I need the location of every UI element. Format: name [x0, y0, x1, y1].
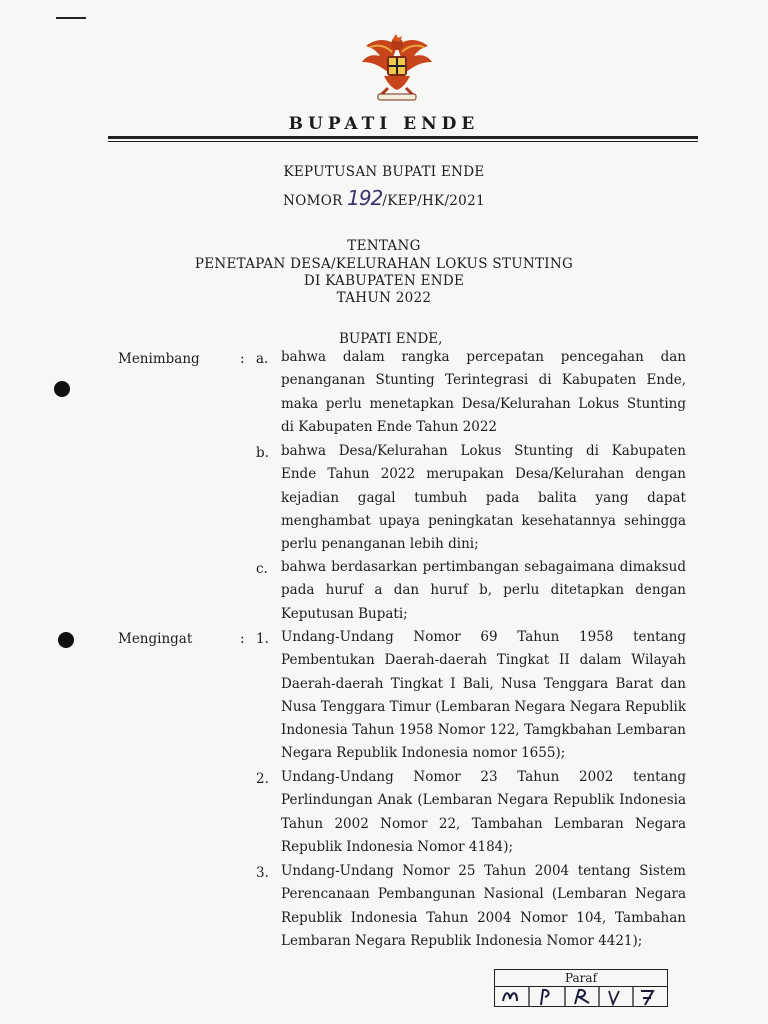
menimbang-label: Menimbang	[118, 351, 200, 367]
mengingat-item-2	[281, 766, 686, 859]
text-line: di Kabupaten Ende Tahun 2022	[281, 418, 498, 435]
text-line: Lembaran Negara Republik Indonesia Nomor 4421);	[281, 932, 643, 949]
text-line: perlu penanganan lebih dini;	[281, 536, 479, 553]
mengingat-label: Mengingat	[118, 631, 193, 647]
mengingat-item-1	[281, 626, 686, 766]
decree-number	[0, 186, 768, 210]
menimbang-item-c	[281, 556, 686, 626]
punch-hole-icon	[58, 632, 74, 648]
text-line: pada huruf a dan huruf b, perlu ditetapkan dengan	[281, 582, 686, 599]
text-line: Nusa Tenggara Timur (Lembaran Negara Negara Republik	[281, 698, 686, 715]
paraf-label: Paraf	[564, 971, 598, 985]
text-line: Undang-Undang Nomor 25 Tahun 2004 tentang Sistem	[281, 863, 686, 879]
text-line: Ende Tahun 2022 merupakan Desa/Kelurahan dengan	[281, 466, 686, 483]
subject-line-2: DI KABUPATEN ENDE	[303, 273, 465, 289]
text-line: bahwa berdasarkan pertimbangan sebagaimana dimaksud	[281, 559, 686, 575]
menimbang-item-a	[281, 346, 686, 439]
office-title: BUPATI ENDE	[288, 114, 480, 134]
text-line: kejadian gagal tumbuh pada balita yang dapat	[281, 489, 686, 506]
text-line: maka perlu menetapkan Desa/Kelurahan Lokus Stunting	[281, 395, 686, 412]
subject-about: TENTANG	[347, 238, 421, 254]
decree-number-prefix: NOMOR	[283, 193, 343, 209]
mengingat-marker-2: 2.	[256, 771, 269, 787]
text-line: Republik Indonesia Tahun 2004 Nomor 104, Tambahan	[281, 909, 686, 926]
subject-line-3: TAHUN 2022	[336, 290, 432, 306]
text-line: Negara Republik Indonesia nomor 1655);	[281, 745, 566, 762]
text-line: Indonesia Tahun 1958 Nomor 122, Tamgkbahan Lembaran	[281, 722, 686, 739]
text-line: penanganan Stunting Terintegrasi di Kabupaten Ende,	[281, 372, 686, 389]
mengingat-marker-1: 1.	[256, 631, 269, 647]
mengingat-colon: :	[240, 631, 245, 647]
text-line: bahwa dalam rangka percepatan pencegahan dan	[281, 349, 686, 365]
paraf-initials-signature	[495, 987, 667, 1006]
corner-dash	[56, 17, 86, 19]
text-line: Undang-Undang Nomor 69 Tahun 1958 tentang	[281, 629, 686, 645]
decree-title: KEPUTUSAN BUPATI ENDE	[283, 164, 485, 180]
text-line: Daerah-daerah Tingkat I Bali, Nusa Tenggara Barat dan	[281, 675, 686, 692]
text-line: bahwa Desa/Kelurahan Lokus Stunting di Kabupaten	[281, 443, 686, 459]
garuda-emblem-icon	[358, 32, 436, 104]
text-line: menghambat upaya peningkatan kesehatannya sehingga	[281, 512, 686, 529]
text-line: Pembentukan Daerah-daerah Tingkat II dalam Wilayah	[281, 652, 686, 669]
menimbang-marker-a: a.	[256, 351, 269, 367]
issuer-heading: BUPATI ENDE,	[339, 331, 443, 347]
mengingat-marker-3: 3.	[256, 865, 269, 881]
decree-number-handwritten: 192	[347, 186, 383, 210]
text-line: Keputusan Bupati;	[281, 605, 408, 622]
header-rule-thin	[108, 141, 698, 142]
text-line: Perencanaan Pembangunan Nasional (Lembaran Negara	[281, 886, 686, 903]
menimbang-item-b	[281, 440, 686, 556]
menimbang-marker-b: b.	[256, 445, 269, 461]
text-line: Undang-Undang Nomor 23 Tahun 2002 tentang	[281, 769, 686, 785]
text-line: Republik Indonesia Nomor 4184);	[281, 838, 514, 855]
menimbang-colon: :	[240, 351, 245, 367]
menimbang-marker-c: c.	[256, 561, 268, 577]
paraf-box	[494, 969, 668, 1007]
decree-number-suffix: /KEP/HK/2021	[382, 193, 485, 209]
punch-hole-icon	[54, 381, 70, 397]
mengingat-item-3	[281, 860, 686, 953]
header-rule-thick	[108, 136, 698, 139]
text-line: Perlindungan Anak (Lembaran Negara Republik Indonesia	[281, 792, 686, 809]
subject-line-1: PENETAPAN DESA/KELURAHAN LOKUS STUNTING	[194, 256, 574, 272]
text-line: Tahun 2002 Nomor 22, Tambahan Lembaran Negara	[281, 815, 686, 832]
